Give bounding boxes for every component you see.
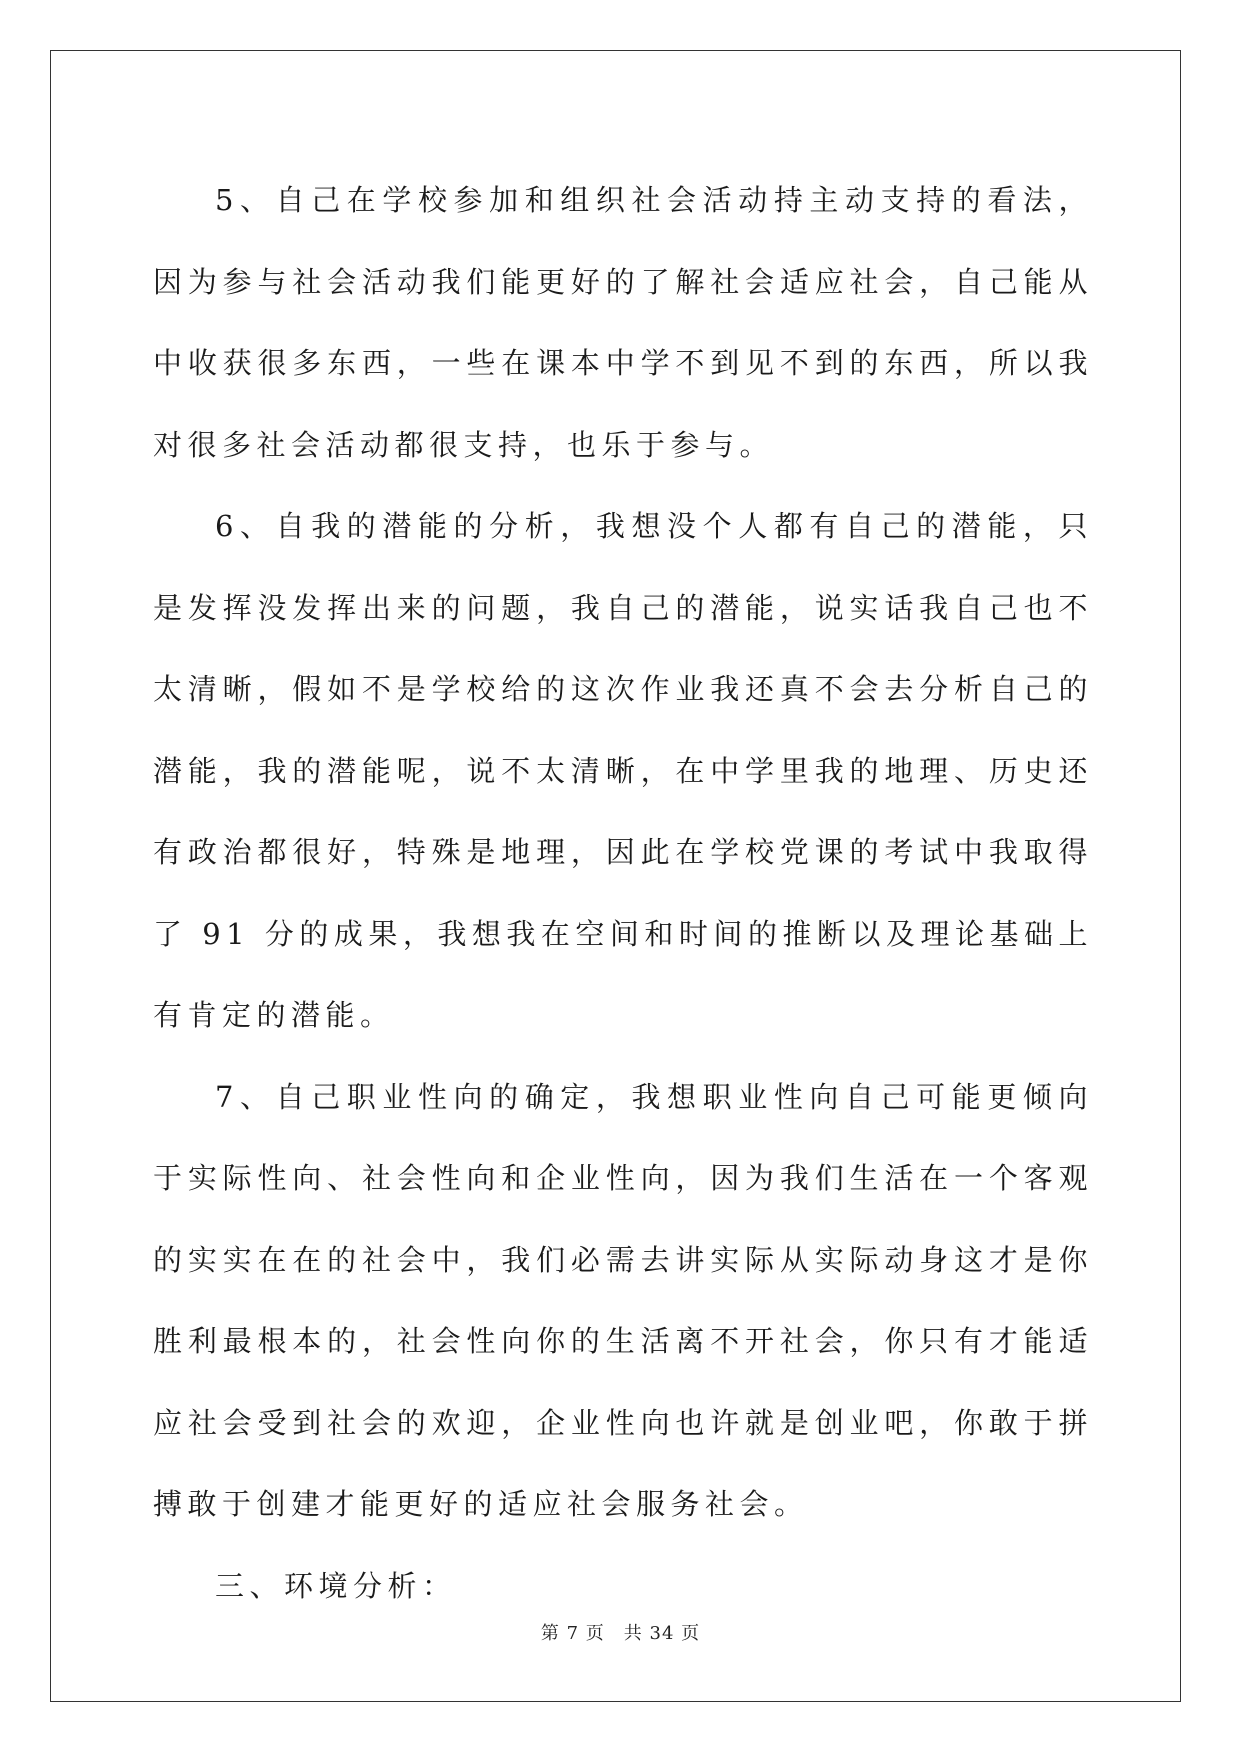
paragraph-6: 6、自我的潜能的分析，我想没个人都有自己的潜能，只是发挥没发挥出来的问题，我自己的潜能，说实话我自己也不太清晰，假如不是学校给的这次作业我还真不会去分析自己的潜能，我的潜能呢，说不太清晰，在中学里我的地理、历史还有政治都很好，特殊是地理，因此在学校党课的考试中我取得了 91 分的成果，我想我在空间和时间的推断以及理论基础上有肯定的潜能。: [153, 509, 1093, 1032]
paragraph-7: 7、自己职业性向的确定，我想职业性向自己可能更倾向于实际性向、社会性向和企业性向，因为我们生活在一个客观的实实在在的社会中，我们必需去讲实际从实际动身这才是你胜利最根本的，社会性向你的生活离不开社会，你只有才能适应社会受到社会的欢迎，企业性向也许就是创业吧，你敢于拼搏敢于创建才能更好的适应社会服务社会。: [153, 1079, 1093, 1521]
page-number-footer: 第 7 页 共 34 页: [540, 1623, 701, 1644]
section-heading-environment-analysis: 三、环境分析：: [215, 1568, 457, 1603]
paragraph-5: 5、自己在学校参加和组织社会活动持主动支持的看法，因为参与社会活动我们能更好的了解社会适应社会，自己能从中收获很多东西，一些在课本中学不到见不到的东西，所以我对很多社会活动都很支持，也乐于参与。: [153, 183, 1093, 462]
document-body: [153, 160, 1093, 1627]
